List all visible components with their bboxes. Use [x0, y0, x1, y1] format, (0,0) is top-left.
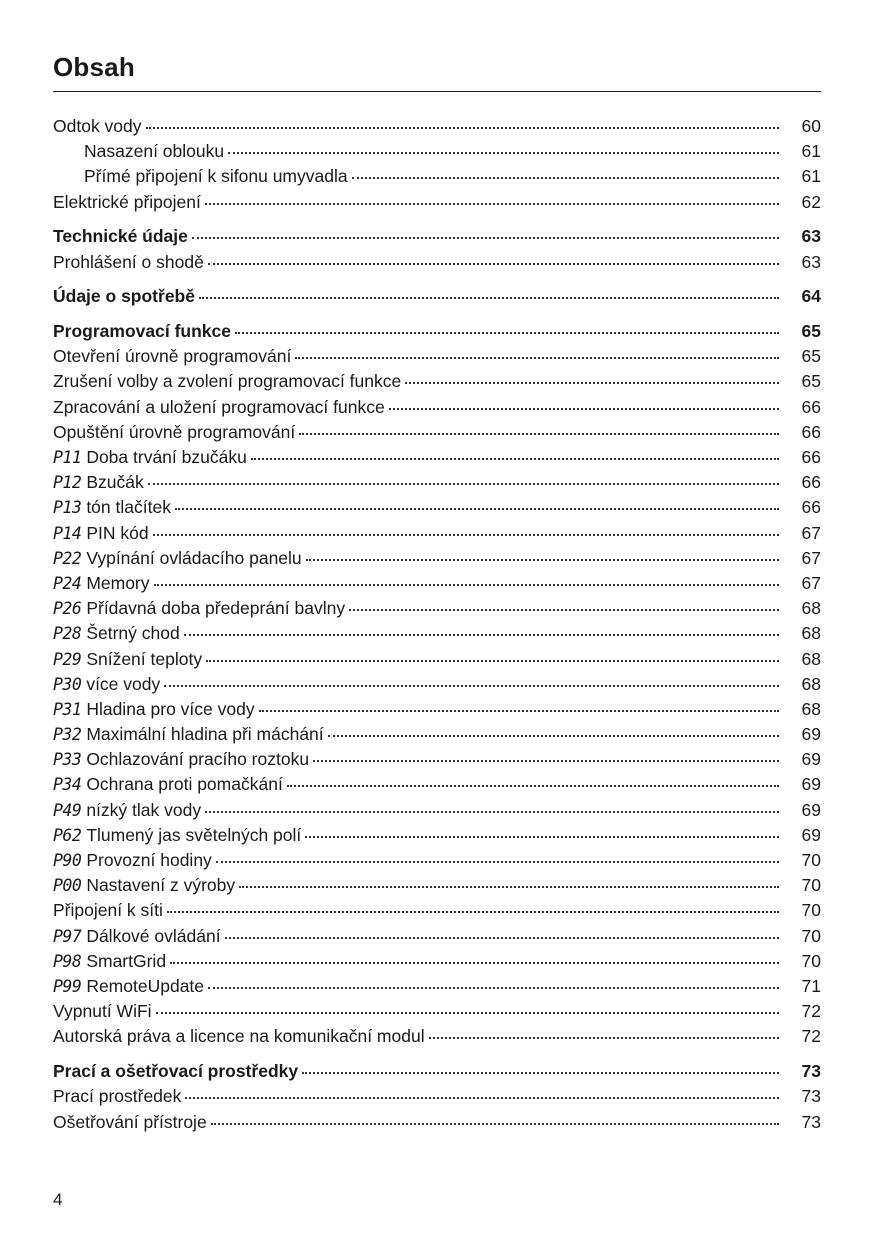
- dot-leader: [175, 507, 779, 510]
- toc-entry[interactable]: [53, 722, 821, 747]
- toc-entry[interactable]: [53, 1059, 821, 1084]
- toc-entry-page: 65: [801, 371, 821, 392]
- dot-leader: [306, 558, 779, 561]
- toc-entry-label: [53, 1059, 298, 1084]
- toc-entry-page: 67: [801, 522, 821, 543]
- toc-entry-text: Šetrný chod: [86, 623, 180, 644]
- toc-entry[interactable]: [53, 697, 821, 722]
- dot-leader: [228, 151, 779, 154]
- toc-entry-label: [53, 999, 152, 1024]
- toc-entry-page: 67: [801, 547, 821, 568]
- dot-leader: [185, 1096, 779, 1099]
- toc-entry-label: [53, 190, 201, 215]
- toc-entry-page: 73: [801, 1061, 821, 1082]
- toc-entry-text: Provozní hodiny: [86, 850, 212, 871]
- dot-leader: [305, 835, 779, 838]
- toc-entry-label: [53, 722, 324, 747]
- dot-leader: [205, 810, 779, 813]
- toc-entry-page: 61: [801, 141, 821, 162]
- dot-leader: [328, 734, 779, 737]
- dot-leader: [287, 784, 779, 787]
- title-divider: [53, 91, 821, 92]
- dot-leader: [216, 860, 779, 863]
- dot-leader: [352, 176, 779, 179]
- toc-entry-page: 64: [801, 286, 821, 307]
- toc-entry-text: Zrušení volby a zvolení programovací funkce: [53, 371, 402, 392]
- toc-entry[interactable]: [53, 949, 821, 974]
- toc-entry[interactable]: [53, 672, 821, 697]
- toc-entry-text: Bzučák: [86, 472, 144, 493]
- toc-entry[interactable]: [53, 647, 821, 672]
- toc-entry-text: Nasazení oblouku: [84, 141, 225, 162]
- toc-entry[interactable]: [53, 470, 821, 495]
- toc-entry[interactable]: [53, 114, 821, 139]
- dot-leader: [259, 709, 779, 712]
- toc-entry[interactable]: [53, 974, 821, 999]
- toc-entry-text: Vypnutí WiFi: [53, 1001, 152, 1022]
- toc-entry-page: 65: [801, 321, 821, 342]
- toc-entry-page: 68: [801, 698, 821, 719]
- toc-entry-label: [53, 848, 212, 873]
- dot-leader: [389, 407, 779, 410]
- program-code: P24: [53, 573, 82, 593]
- program-code: P30: [53, 674, 82, 694]
- toc-entry-label: [53, 949, 166, 974]
- toc-entry-page: 71: [801, 975, 821, 996]
- program-code: P26: [53, 599, 82, 619]
- toc-entry-page: 61: [801, 166, 821, 187]
- dot-leader: [211, 1122, 779, 1125]
- dot-leader: [299, 432, 779, 435]
- toc-entry-page: 73: [801, 1111, 821, 1132]
- toc-entry-text: Ochlazování pracího roztoku: [86, 749, 310, 770]
- toc-entry-page: 69: [801, 824, 821, 845]
- toc-entry-label: [53, 445, 247, 470]
- toc-entry-page: 72: [801, 1001, 821, 1022]
- toc-entry-label: [53, 697, 255, 722]
- toc-entry-text: Ochrana proti pomačkání: [86, 774, 283, 795]
- toc-entry-text: Vypínání ovládacího panelu: [86, 547, 302, 568]
- toc-entry-page: 70: [801, 950, 821, 971]
- toc-entry-text: Memory: [86, 572, 150, 593]
- toc-entry-label: [53, 747, 309, 772]
- toc-entry-label: [53, 470, 144, 495]
- toc-entry-page: 70: [801, 925, 821, 946]
- toc-entry-text: Otevření úrovně programování: [53, 346, 292, 367]
- program-code: P62: [53, 825, 82, 845]
- program-code: P34: [53, 775, 82, 795]
- toc-entry-text: Elektrické připojení: [53, 191, 201, 212]
- toc-entry-page: 70: [801, 850, 821, 871]
- toc-entry-label: [53, 596, 345, 621]
- toc-entry[interactable]: [53, 521, 821, 546]
- dot-leader: [206, 659, 779, 662]
- toc-entry-text: Zpracování a uložení programovací funkce: [53, 396, 385, 417]
- toc-entry-text: SmartGrid: [86, 950, 167, 971]
- toc-entry-label: [53, 319, 231, 344]
- program-code: P14: [53, 523, 82, 543]
- toc-entry-text: Ošetřování přístroje: [53, 1111, 207, 1132]
- toc-entry-text: Prací a ošetřovací prostředky: [53, 1061, 299, 1082]
- program-code: P11: [53, 448, 82, 468]
- page-number: 4: [53, 1190, 63, 1209]
- toc-entry[interactable]: [53, 1110, 821, 1135]
- toc-entry-text: Hladina pro více vody: [86, 698, 255, 719]
- toc-entry-label: [53, 924, 221, 949]
- dot-leader: [154, 583, 779, 586]
- toc-entry-page: 63: [801, 226, 821, 247]
- toc-entry-page: 66: [801, 396, 821, 417]
- toc-entry-page: 66: [801, 472, 821, 493]
- dot-leader: [199, 296, 779, 299]
- toc-entry-text: Přídavná doba předeprání bavlny: [86, 598, 346, 619]
- toc-entry-page: 69: [801, 724, 821, 745]
- toc-entry-text: Prací prostředek: [53, 1086, 182, 1107]
- toc-entry-label: [53, 114, 142, 139]
- dot-leader: [429, 1036, 779, 1039]
- toc-entry-text: více vody: [86, 673, 161, 694]
- toc-entry-text: Přímé připojení k sifonu umyvadla: [84, 166, 348, 187]
- toc-entry-label: [53, 798, 201, 823]
- toc-entry-page: 66: [801, 497, 821, 518]
- toc-entry[interactable]: [53, 1084, 821, 1109]
- dot-leader: [251, 457, 779, 460]
- program-code: P32: [53, 725, 82, 745]
- page-title: Obsah: [53, 52, 135, 82]
- program-code: P00: [53, 876, 82, 896]
- program-code: P98: [53, 951, 82, 971]
- toc-entry[interactable]: [53, 546, 821, 571]
- toc-entry-text: tón tlačítek: [86, 497, 171, 518]
- toc-entry[interactable]: [53, 924, 821, 949]
- toc-entry[interactable]: [53, 495, 821, 520]
- toc-entry[interactable]: [53, 1024, 821, 1049]
- toc-entry[interactable]: [53, 445, 821, 470]
- toc-entry-text: Prohlášení o shodě: [53, 251, 204, 272]
- toc-entry[interactable]: [53, 250, 821, 275]
- toc-entry-label: [53, 495, 171, 520]
- toc-entry[interactable]: [53, 873, 821, 898]
- toc-entry[interactable]: [53, 571, 821, 596]
- toc-entry-text: Tlumený jas světelných polí: [86, 824, 302, 845]
- toc-entry-text: Dálkové ovládání: [86, 925, 221, 946]
- program-code: P13: [53, 498, 82, 518]
- program-code: P28: [53, 624, 82, 644]
- toc-entry[interactable]: [53, 395, 821, 420]
- program-code: P12: [53, 473, 82, 493]
- toc-entry-label: [53, 139, 224, 164]
- toc-entry-page: 60: [801, 116, 821, 136]
- toc-entry[interactable]: [53, 139, 821, 164]
- toc-entry-label: [53, 224, 188, 249]
- dot-leader: [156, 1011, 779, 1014]
- toc-entry-text: RemoteUpdate: [86, 975, 205, 996]
- program-code: P22: [53, 548, 82, 568]
- toc-entry-page: 68: [801, 648, 821, 669]
- dot-leader: [184, 633, 779, 636]
- dot-leader: [313, 759, 779, 762]
- toc-entry-page: 70: [801, 875, 821, 896]
- dot-leader: [302, 1071, 779, 1074]
- dot-leader: [235, 331, 779, 334]
- toc-entry-text: PIN kód: [86, 522, 149, 543]
- dot-leader: [170, 961, 779, 964]
- toc-entry-page: 72: [801, 1026, 821, 1047]
- toc-entry-label: [53, 420, 295, 445]
- toc-entry[interactable]: [53, 319, 821, 344]
- toc-entry-text: nízký tlak vody: [86, 799, 202, 820]
- toc-entry-text: Doba trvání bzučáku: [86, 447, 247, 468]
- toc-entry[interactable]: [53, 164, 821, 189]
- toc-entry-text: Autorská práva a licence na komunikační modul: [53, 1026, 425, 1047]
- toc-entry-text: Nastavení z výroby: [86, 875, 236, 896]
- toc-entry[interactable]: [53, 621, 821, 646]
- toc-entry-text: Připojení k síti: [53, 900, 163, 921]
- program-code: P33: [53, 750, 82, 770]
- toc-entry-page: 65: [801, 346, 821, 367]
- toc-entry-page: 66: [801, 447, 821, 468]
- toc-entry-page: 68: [801, 598, 821, 619]
- toc-entry-label: [53, 647, 202, 672]
- toc-entry[interactable]: [53, 190, 821, 215]
- toc-entry-page: 69: [801, 799, 821, 820]
- program-code: P97: [53, 926, 82, 946]
- program-code: P99: [53, 976, 82, 996]
- toc-entry-label: [53, 571, 150, 596]
- toc-entry-page: 63: [801, 251, 821, 272]
- toc-entry-label: [53, 873, 235, 898]
- program-code: P29: [53, 649, 82, 669]
- toc-entry-label: [53, 772, 283, 797]
- dot-leader: [349, 608, 779, 611]
- toc-entry-label: [53, 284, 195, 309]
- toc-entry-label: [53, 974, 204, 999]
- toc-entry-label: [53, 898, 163, 923]
- toc-entry[interactable]: [53, 420, 821, 445]
- dot-leader: [295, 356, 779, 359]
- toc-entry-text: Odtok vody: [53, 116, 142, 136]
- dot-leader: [167, 910, 779, 913]
- toc-entry-label: [53, 1024, 425, 1049]
- toc-entry-label: [53, 621, 180, 646]
- toc-entry[interactable]: [53, 898, 821, 923]
- program-code: P31: [53, 699, 82, 719]
- dot-leader: [192, 236, 779, 239]
- toc-entry[interactable]: [53, 848, 821, 873]
- toc-entry[interactable]: [53, 284, 821, 309]
- toc-entry-label: [53, 164, 348, 189]
- toc-entry-page: 69: [801, 774, 821, 795]
- toc-entry-label: [53, 672, 160, 697]
- dot-leader: [153, 533, 779, 536]
- toc-entry[interactable]: [53, 823, 821, 848]
- dot-leader: [146, 126, 779, 129]
- toc-entry-page: 69: [801, 749, 821, 770]
- toc-entry-label: [53, 250, 204, 275]
- toc-entry-text: Technické údaje: [53, 226, 188, 247]
- toc-entry-text: Maximální hladina při máchání: [86, 724, 324, 745]
- dot-leader: [164, 684, 779, 687]
- dot-leader: [208, 262, 779, 265]
- program-code: P49: [53, 800, 82, 820]
- toc-entry[interactable]: [53, 747, 821, 772]
- toc-entry-page: 62: [801, 191, 821, 212]
- toc-entry-page: 73: [801, 1086, 821, 1107]
- toc-entry[interactable]: [53, 224, 821, 249]
- toc-entry-page: 66: [801, 421, 821, 442]
- toc-entry[interactable]: [53, 369, 821, 394]
- toc-entry[interactable]: [53, 596, 821, 621]
- dot-leader: [405, 381, 779, 384]
- toc-entry-page: 68: [801, 673, 821, 694]
- toc-entry[interactable]: [53, 798, 821, 823]
- dot-leader: [205, 202, 779, 205]
- toc-entry-label: [53, 1084, 181, 1109]
- table-of-contents: [53, 114, 821, 1135]
- toc-entry-text: Programovací funkce: [53, 321, 231, 342]
- toc-entry-page: 70: [801, 900, 821, 921]
- toc-entry-label: [53, 1110, 207, 1135]
- toc-entry-text: Údaje o spotřebě: [53, 286, 195, 307]
- toc-entry-label: [53, 369, 401, 394]
- dot-leader: [208, 986, 779, 989]
- toc-entry-label: [53, 823, 301, 848]
- toc-entry[interactable]: [53, 344, 821, 369]
- dot-leader: [148, 482, 779, 485]
- program-code: P90: [53, 851, 82, 871]
- toc-entry-label: [53, 546, 302, 571]
- dot-leader: [225, 936, 779, 939]
- toc-entry-label: [53, 344, 291, 369]
- toc-entry-label: [53, 395, 385, 420]
- toc-entry-page: 67: [801, 572, 821, 593]
- toc-entry-text: Snížení teploty: [86, 648, 203, 669]
- toc-entry[interactable]: [53, 999, 821, 1024]
- toc-entry-text: Opuštění úrovně programování: [53, 421, 296, 442]
- toc-entry-label: [53, 521, 149, 546]
- dot-leader: [239, 885, 779, 888]
- toc-entry-page: 68: [801, 623, 821, 644]
- toc-entry[interactable]: [53, 772, 821, 797]
